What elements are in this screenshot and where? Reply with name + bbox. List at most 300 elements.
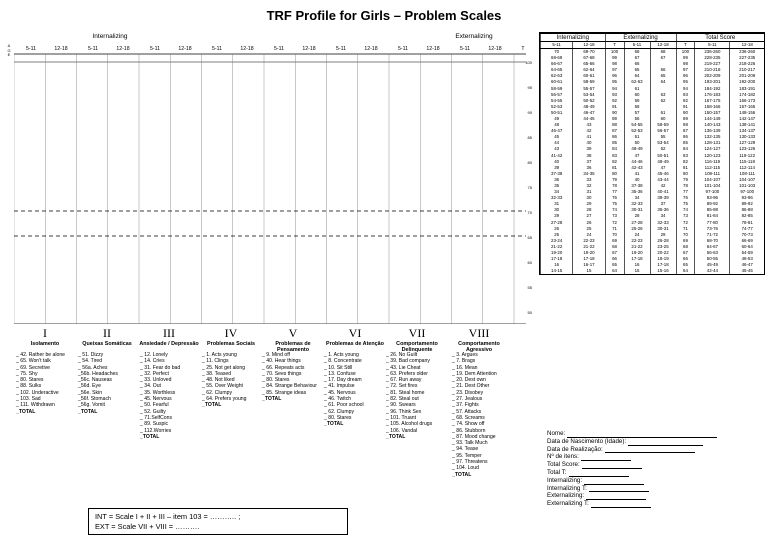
totals-cell: 18-19	[650, 256, 676, 262]
totals-cell: 53-54	[573, 92, 605, 98]
item-line: _ 81. Steal home	[386, 389, 425, 396]
totals-cell: 55-57	[573, 85, 605, 91]
totals-cell: 48-49	[573, 104, 605, 110]
page-title: TRF Profile for Girls – Problem Scales	[266, 8, 502, 23]
item-line: _ 45. Nervous	[140, 396, 172, 403]
scale-header-3	[138, 326, 200, 347]
totals-cell: 134-137	[730, 128, 764, 134]
totals-cell: 22-23	[573, 238, 605, 244]
totals-cell: 17-18	[541, 256, 573, 262]
totals-cell: 77	[605, 189, 624, 195]
form-row[interactable]	[547, 485, 717, 493]
totals-cell: 201-209	[730, 73, 764, 79]
totals-cell: 82-85	[730, 213, 764, 219]
totals-cell: 108-111	[730, 171, 764, 177]
totals-cell: 77	[676, 189, 695, 195]
totals-cell: 123-126	[730, 146, 764, 152]
totals-cell: 27	[573, 213, 605, 219]
totals-cell: 73-76	[695, 226, 730, 232]
totals-cell: 22-23	[624, 238, 650, 244]
age-label: A G E	[7, 43, 11, 57]
t-value: 70	[527, 210, 532, 215]
totals-cell: 85-88	[695, 207, 730, 213]
totals-cell: 48	[541, 122, 573, 128]
scale-header-1	[14, 326, 76, 347]
totals-cell: 45	[541, 134, 573, 140]
totals-cell: 77-80	[695, 220, 730, 226]
totals-cell: 21-22	[573, 244, 605, 250]
totals-cell: 219-227	[695, 61, 730, 67]
form-row[interactable]	[547, 461, 717, 469]
totals-cell: 16-17	[573, 262, 605, 268]
item-line: _ 33. Unloved	[140, 377, 172, 384]
form-label: Total T:	[547, 468, 567, 476]
totals-cell: 16	[541, 262, 573, 268]
item-line: _ 71.SelfCons	[140, 414, 172, 421]
form-row[interactable]	[547, 453, 717, 461]
totals-cell: 44-45	[573, 116, 605, 122]
totals-cell: 34	[624, 195, 650, 201]
item-line: _ 54. Tired	[78, 358, 103, 365]
scale-number: VIII	[468, 326, 490, 340]
item-line: _ 1. Acts young	[324, 352, 359, 358]
totals-cell: 52-53	[541, 104, 573, 110]
totals-cell: 62	[650, 98, 676, 104]
scale-name: Problemas de Pensamento	[275, 341, 311, 354]
totals-cell: 174-182	[730, 92, 764, 98]
item-line: _ 31. Fear do bad	[140, 364, 181, 371]
totals-cell: 19-20	[541, 250, 573, 256]
totals-cell: 67	[676, 250, 695, 256]
col-head: 5-11	[88, 46, 98, 52]
totals-cell: 112-114	[730, 165, 764, 171]
item-line: _ 70. Sees things	[262, 370, 302, 377]
totals-cell: 72	[605, 220, 624, 226]
totals-cell: 101-104	[695, 183, 730, 189]
scale-items-4	[202, 352, 262, 409]
col-head: 12-18	[364, 46, 378, 52]
totals-cell: 128-131	[695, 140, 730, 146]
totals-cell: 75	[605, 201, 624, 207]
totals-cell: 15-16	[650, 268, 676, 274]
totals-cell: 97	[676, 67, 695, 73]
item-line: _ 16. Mean	[452, 364, 478, 371]
col-head: 5-11	[26, 46, 36, 52]
totals-cell: 99	[605, 55, 624, 61]
totals-cell: 70	[676, 232, 695, 238]
col-head: 5-11	[398, 46, 408, 52]
totals-cell: 89-92	[730, 201, 764, 207]
total-line: _TOTAL	[202, 402, 222, 409]
totals-cell: 64-65	[541, 67, 573, 73]
form-label: Externalizing T:	[547, 500, 589, 508]
totals-cell: 184-192	[695, 85, 730, 91]
totals-cell: 35-36	[624, 189, 650, 195]
totals-cell: 78	[605, 183, 624, 189]
scale-items-5	[262, 352, 322, 402]
totals-cell: 144-149	[695, 116, 730, 122]
totals-group-externalizing: Externalizing	[605, 34, 676, 42]
item-line: _ 112.Worries	[140, 427, 172, 434]
scale-name: Ansiedade / Depressão	[139, 341, 199, 347]
totals-cell: 23-24	[541, 238, 573, 244]
totals-cell: 64	[624, 73, 650, 79]
totals-cell: 20-22	[650, 250, 676, 256]
scale-header-4	[200, 326, 262, 347]
totals-cell: 78-81	[730, 220, 764, 226]
totals-cell: 66-69	[730, 238, 764, 244]
scale-items-3	[140, 352, 200, 440]
totals-cell: 89	[605, 116, 624, 122]
item-line: _ 80. Stares	[262, 377, 290, 384]
totals-cell: 76	[676, 195, 695, 201]
chart-column-headers	[16, 46, 536, 54]
totals-cell: 39	[573, 146, 605, 152]
totals-cell: 95	[605, 79, 624, 85]
t-value: 65	[527, 235, 532, 240]
totals-cell: 93	[605, 92, 624, 98]
totals-cell: 32-33	[624, 201, 650, 207]
item-line: _ 93. Talk Much	[452, 440, 488, 447]
externalizing-group-label: Externalizing	[455, 33, 493, 40]
total-line: _TOTAL	[16, 408, 36, 415]
totals-cell: 25-26	[624, 226, 650, 232]
totals-cell: 26	[573, 220, 605, 226]
totals-cell: 43	[573, 122, 605, 128]
item-line: _ 62. Clumpy	[202, 389, 233, 396]
totals-cell: 98	[605, 61, 624, 67]
form-row[interactable]	[547, 430, 717, 438]
totals-cell: 55	[650, 134, 676, 140]
totals-cell: 17-18	[624, 256, 650, 262]
totals-cell: 42	[650, 183, 676, 189]
totals-cell: 51	[624, 134, 650, 140]
totals-cell: 37	[573, 159, 605, 165]
totals-cell: 29	[573, 201, 605, 207]
item-line: _56e. Skin	[78, 389, 103, 396]
totals-group-internalizing: Internalizing	[541, 34, 606, 42]
totals-cell: 41	[624, 171, 650, 177]
totals-cell: 104-107	[695, 177, 730, 183]
totals-cell: 202-209	[695, 73, 730, 79]
totals-cell: 85	[605, 140, 624, 146]
totals-cell: 79	[605, 177, 624, 183]
totals-cell: 78	[676, 183, 695, 189]
totals-cell: 71	[605, 226, 624, 232]
scale-number: IV	[224, 326, 238, 340]
totals-cell: 183-191	[730, 85, 764, 91]
subhead: 12-18	[573, 42, 605, 49]
totals-cell: 112-115	[695, 165, 730, 171]
totals-cell: 167-175	[695, 98, 730, 104]
item-line: _ 74. Show off	[452, 421, 485, 428]
item-line: _ 90. Swears	[386, 402, 416, 409]
totals-cell: 91	[605, 104, 624, 110]
totals-cell: 100	[605, 49, 624, 56]
totals-cell: 65	[624, 67, 650, 73]
totals-cell: 67	[605, 250, 624, 256]
totals-cell: 44	[541, 140, 573, 146]
totals-cell: 68-69	[541, 55, 573, 61]
totals-cell: 25	[541, 232, 573, 238]
totals-cell: 56	[624, 116, 650, 122]
totals-cell: 29	[541, 213, 573, 219]
totals-cell: 74-77	[730, 226, 764, 232]
item-line: _ 45. Nervous	[324, 389, 356, 396]
scale-number: III	[163, 326, 175, 340]
totals-cell: 66	[624, 61, 650, 67]
totals-cell: 24	[624, 232, 650, 238]
totals-cell: 92	[605, 98, 624, 104]
totals-cell: 52-53	[624, 128, 650, 134]
totals-cell: 50	[624, 140, 650, 146]
totals-cell: 79	[676, 177, 695, 183]
col-head: 12-18	[240, 46, 254, 52]
totals-cell: 58-59	[541, 85, 573, 91]
totals-cell: 65	[650, 73, 676, 79]
totals-cell: 100	[676, 49, 695, 56]
totals-cell: 58	[624, 104, 650, 110]
form-row[interactable]	[547, 438, 717, 446]
item-line: _ 41. Impulse	[324, 383, 355, 390]
totals-cell: 98	[676, 61, 695, 67]
t-value: 55	[527, 285, 532, 290]
totals-cell: 30-31	[624, 207, 650, 213]
total-line: _TOTAL	[78, 408, 98, 415]
totals-cell: 67	[650, 55, 676, 61]
totals-cell: 44-46	[624, 159, 650, 165]
totals-cell: 45-49	[695, 262, 730, 268]
totals-cell: 93-96	[695, 195, 730, 201]
totals-cell: 227-235	[730, 55, 764, 61]
scale-name: Problemas Sociais	[207, 341, 255, 347]
totals-cell: 65	[605, 262, 624, 268]
totals-cell: 43	[541, 146, 573, 152]
item-line: _ 39. Bad company	[386, 358, 430, 365]
totals-row	[541, 268, 765, 274]
totals-cell: 58-59	[573, 79, 605, 85]
totals-cell: 45-46	[650, 171, 676, 177]
form-row[interactable]	[547, 446, 717, 454]
totals-cell: 30	[541, 207, 573, 213]
item-line: _ 95. Temper	[452, 452, 482, 459]
totals-cell: 54-55	[541, 98, 573, 104]
totals-cell: 60-64	[730, 244, 764, 250]
totals-cell: 63	[650, 92, 676, 98]
totals-cell: 50-51	[650, 153, 676, 159]
totals-cell: 40-41	[650, 189, 676, 195]
subhead: 12-18	[730, 42, 764, 49]
item-line: _ 40. Hear things	[262, 358, 301, 365]
totals-cell: 82	[676, 159, 695, 165]
totals-cell: 60-61	[573, 73, 605, 79]
item-line: _ 11. Clings	[202, 358, 229, 365]
totals-cell: 83	[605, 153, 624, 159]
col-head: 12-18	[302, 46, 316, 52]
totals-cell: 65	[676, 262, 695, 268]
totals-cell: 97-100	[730, 189, 764, 195]
form-row[interactable]	[547, 469, 717, 477]
item-line: _ 72. Set fires	[386, 383, 418, 390]
scale-name: Queixas Somáticas	[82, 341, 132, 347]
totals-cell: 73	[605, 213, 624, 219]
item-line: _ 37. Fights	[452, 402, 479, 409]
totals-cell: 41-42	[541, 153, 573, 159]
item-line: _ 9. Mind off	[262, 352, 290, 358]
totals-cell: 60	[624, 92, 650, 98]
totals-cell: 166-173	[730, 98, 764, 104]
item-line: _ 17. Day dream	[324, 377, 362, 384]
item-line: _ 88. Sulks	[16, 383, 42, 390]
totals-cell: 25	[573, 226, 605, 232]
form-label: Internalizing:	[547, 476, 583, 484]
totals-cell: 81	[676, 165, 695, 171]
totals-cell: 35	[541, 183, 573, 189]
form-line[interactable]	[591, 507, 651, 508]
item-line: _ 55. Over Weight	[202, 383, 243, 390]
totals-cell: 69	[676, 238, 695, 244]
totals-cell: 26	[541, 226, 573, 232]
item-line: _ 10. Sit Still	[324, 364, 353, 371]
item-line: _ 87. Mood change	[452, 433, 496, 440]
form-label: Data de Nascimento (Idade):	[547, 437, 627, 445]
item-line: _ 80. Stares	[324, 414, 352, 421]
totals-cell: 19-20	[573, 250, 605, 256]
totals-cell: 68	[650, 49, 676, 56]
totals-cell: 31	[541, 201, 573, 207]
totals-cell: 87	[676, 128, 695, 134]
item-line: _ 19. Dem Attention	[452, 370, 497, 377]
totals-cell: 83	[676, 153, 695, 159]
item-line: _ 104. Loud	[452, 465, 479, 472]
col-head: 5-11	[150, 46, 160, 52]
totals-cell: 59	[624, 98, 650, 104]
totals-cell: 32	[573, 183, 605, 189]
totals-cell: 39	[541, 165, 573, 171]
totals-cell: 64	[650, 79, 676, 85]
totals-cell: 42-44	[695, 268, 730, 274]
totals-cell: 56-57	[541, 92, 573, 98]
totals-cell: 192-200	[730, 79, 764, 85]
form-row[interactable]	[547, 477, 717, 485]
item-line: _ 89. Suspic	[140, 421, 169, 428]
totals-cell: 94	[605, 85, 624, 91]
item-line: _ 96. Think Sex	[386, 408, 422, 415]
scale-name: Problemas de Atenção	[326, 341, 384, 347]
totals-cell: 71	[676, 226, 695, 232]
totals-cell: 132-135	[695, 134, 730, 140]
totals-cell: 90	[676, 110, 695, 116]
totals-cell: 86	[676, 134, 695, 140]
totals-cell: 70	[541, 49, 573, 56]
totals-cell: 34	[650, 213, 676, 219]
t-value: 60	[527, 260, 532, 265]
totals-cell: 27-28	[624, 220, 650, 226]
totals-cell: 54-55	[624, 122, 650, 128]
totals-cell: 67-68	[573, 55, 605, 61]
item-line: _ 23. Disobey	[452, 389, 484, 396]
form-label: Internalizing T:	[547, 484, 587, 492]
scale-header-6	[324, 326, 386, 347]
item-line: _ 38. Teased	[202, 370, 232, 377]
item-line: _ 97. Threatens	[452, 459, 488, 466]
item-line: _ 48. Not liked	[202, 377, 235, 384]
totals-cell: 15	[573, 268, 605, 274]
item-line: _ 27. Jealous	[452, 396, 483, 403]
item-line: _ 103. Sad	[16, 396, 41, 403]
scale-number: I	[43, 326, 47, 340]
scale-name: Isolamento	[30, 341, 60, 347]
totals-cell: 68	[624, 49, 650, 56]
totals-cell: 23-25	[650, 244, 676, 250]
totals-cell: 37-38	[624, 183, 650, 189]
totals-cell: 96	[605, 73, 624, 79]
totals-cell: 176-183	[695, 92, 730, 98]
totals-cell: 17-18	[650, 262, 676, 268]
totals-cell: 42-43	[624, 165, 650, 171]
totals-cell: 88	[676, 122, 695, 128]
totals-cell: 74	[605, 207, 624, 213]
totals-cell: 84	[605, 146, 624, 152]
form-row[interactable]	[547, 500, 717, 508]
form-row[interactable]	[547, 492, 717, 500]
totals-cell: 40	[573, 140, 605, 146]
totals-cell: 116-119	[695, 159, 730, 165]
totals-cell: 14-15	[541, 268, 573, 274]
totals-cell: 80	[676, 171, 695, 177]
item-line: _ 1. Acts young	[202, 352, 237, 358]
totals-cell: 50-55	[695, 256, 730, 262]
totals-cell: 19-20	[624, 250, 650, 256]
totals-cell: 69-70	[573, 49, 605, 56]
totals-cell: 101-103	[730, 183, 764, 189]
item-line: _ 21. Dest Other	[452, 383, 490, 390]
item-line: _ 105. Alcohol drugs	[386, 421, 433, 428]
scale-name: Comportamento Delinquente	[396, 341, 438, 354]
totals-cell: 50-51	[541, 110, 573, 116]
item-line: _ 101. Truant	[386, 414, 417, 421]
totals-cell: 64	[676, 268, 695, 274]
totals-cell: 115-118	[730, 159, 764, 165]
totals-cell: 40	[541, 159, 573, 165]
item-line: _56b. Headaches	[78, 370, 118, 377]
form-label: Data de Realização:	[547, 445, 603, 453]
totals-cell: 124-127	[695, 146, 730, 152]
form-label: Nome:	[547, 430, 566, 437]
scale-header-5	[262, 326, 324, 353]
totals-cell: 66	[676, 256, 695, 262]
col-head: 12-18	[488, 46, 502, 52]
totals-cell: 32-33	[541, 195, 573, 201]
totals-cell: 71-72	[695, 232, 730, 238]
item-line: _ 66. Repeats acts	[262, 364, 305, 371]
subhead: 5-11	[624, 42, 650, 49]
totals-table	[539, 32, 765, 275]
item-line: _ 14. Cries	[140, 358, 165, 365]
int-formula: INT = Scale I + II + III – item 103 = ……….. ;	[95, 512, 241, 521]
totals-cell: 140-143	[695, 122, 730, 128]
totals-cell: 62-64	[573, 67, 605, 73]
item-line: _ 82. Steal out	[386, 396, 419, 403]
item-line: _ 57. Attacks	[452, 408, 482, 415]
form-label: Externalizing:	[547, 492, 585, 500]
item-line: _ 102. Underactive	[16, 389, 59, 396]
scale-number: V	[288, 326, 298, 340]
scale-header-7	[386, 326, 448, 353]
item-line: _ 46. Twitch	[324, 396, 352, 403]
totals-cell: 68	[676, 244, 695, 250]
totals-cell: 70-73	[730, 232, 764, 238]
